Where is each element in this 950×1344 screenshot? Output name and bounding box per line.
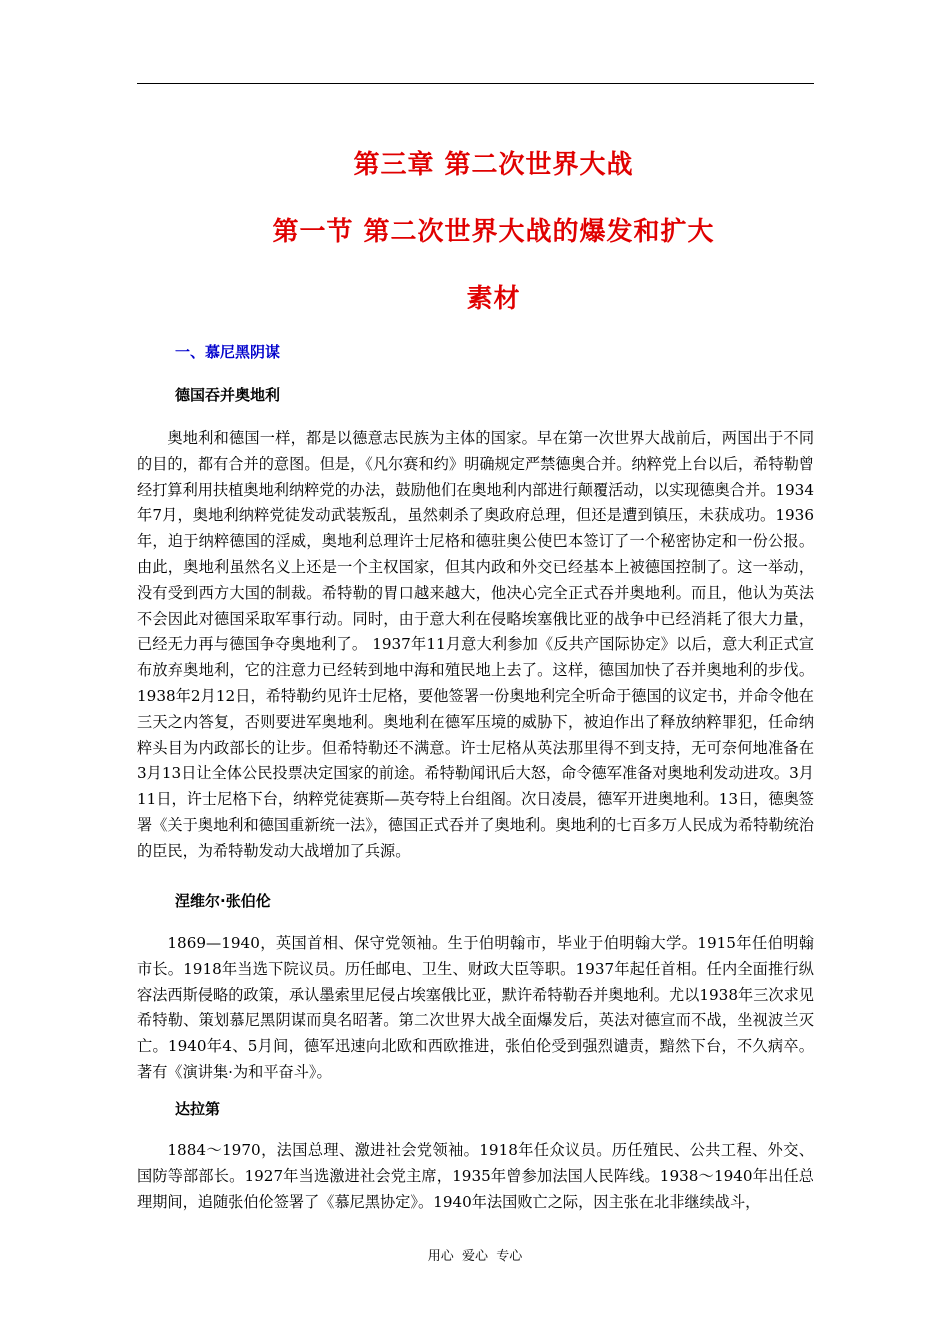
paragraph-chamberlain: 1869—1940，英国首相、保守党领袖。生于伯明翰市，毕业于伯明翰大学。1915年任伯明翰市长。1918年当选下院议员。历任邮电、卫生、财政大臣等职。1937年起任首相。任内全面推行纵容法西斯侵略的政策，承认墨索里尼侵占埃塞俄比亚，默许希特勒吞并奥地利。尤以1938年三次求见希特勒、策划慕尼黑阴谋而臭名昭著。第二次世界大战全面爆发后，英法对德宣而不战，坐视波兰灭亡。1940年4、5月间，德军迅速向北欧和西欧推进，张伯伦受到强烈谴责，黯然下台，不久病卒。著有《演讲集·为和平奋斗》。 [137,934,814,1081]
subheading-chamberlain: 涅维尔·张伯伦 [175,892,271,910]
page-footer: 用心 爱心 专心 [427,1249,523,1264]
paragraph-daladier: 1884～1970，法国总理、激进社会党领袖。1918年任众议员。历任殖民、公共工程、外交、国防等部部长。1927年当选激进社会党主席，1935年曾参加法国人民阵线。1938～1940年出任总理期间，追随张伯伦签署了《慕尼黑协定》。1940年法国败亡之际，因主张在北非继续战斗， [137,1141,814,1211]
section-heading-munich: 一、慕尼黑阴谋 [175,343,281,361]
header-rule [137,83,814,84]
sub-title: 素材 [466,284,521,314]
subheading-anschluss: 德国吞并奥地利 [175,386,281,404]
subheading-daladier: 达拉第 [175,1100,221,1118]
paragraph-anschluss: 奥地利和德国一样，都是以德意志民族为主体的国家。早在第一次世界大战前后，两国出于不同的目的，都有合并的意图。但是，《凡尔赛和约》明确规定严禁德奥合并。纳粹党上台以后，希特勒曾经打算利用扶植奥地利纳粹党的办法，鼓励他们在奥地利内部进行颠覆活动，以实现德奥合并。1934年7月，奥地利纳粹党徒发动武装叛乱，虽然刺杀了奥政府总理，但还是遭到镇压，未获成功。1936年，迫于纳粹德国的淫威，奥地利总理许士尼格和德驻奥公使巴本签订了一个秘密协定和一份公报。由此，奥地利虽然名义上还是一个主权国家，但其内政和外交已经基本上被德国控制了。这一举动，没有受到西方大国的制裁。希特勒的胃口越来越大，他决心完全正式吞并奥地利。而且，他认为英法不会因此对德国采取军事行动。同时，由于意大利在侵略埃塞俄比亚的战争中已经消耗了很大力量，已经无力再与德国争夺奥地利了。 1937年11月意大利参加《反共产国际协定》以后，意大利正式宣布放弃奥地利，它的注意力已经转到地中海和殖民地上去了。这样，德国加快了吞并奥地利的步伐。1938年2月12日，希特勒约见许士尼格，要他签署一份奥地利完全听命于德国的议定书，并命令他在三天之内答复，否则要进军奥地利。奥地利在德军压境的威胁下，被迫作出了释放纳粹罪犯，任命纳粹头目为内政部长的让步。但希特勒还不满意。许士尼格从英法那里得不到支持，无可奈何地准备在3月13日让全体公民投票决定国家的前途。希特勒闻讯后大怒，命令德军准备对奥地利发动进攻。3月11日，许士尼格下台，纳粹党徒赛斯—英夸特上台组阁。次日凌晨，德军开进奥地利。13日，德奥签署《关于奥地利和德国重新统一法》，德国正式吞并了奥地利。奥地利的七百多万人民成为希特勒统治的臣民，为希特勒发动大战增加了兵源。 [137,429,814,860]
section-title: 第一节 第二次世界大战的爆发和扩大 [272,217,715,247]
chapter-title: 第三章 第二次世界大战 [353,150,634,180]
